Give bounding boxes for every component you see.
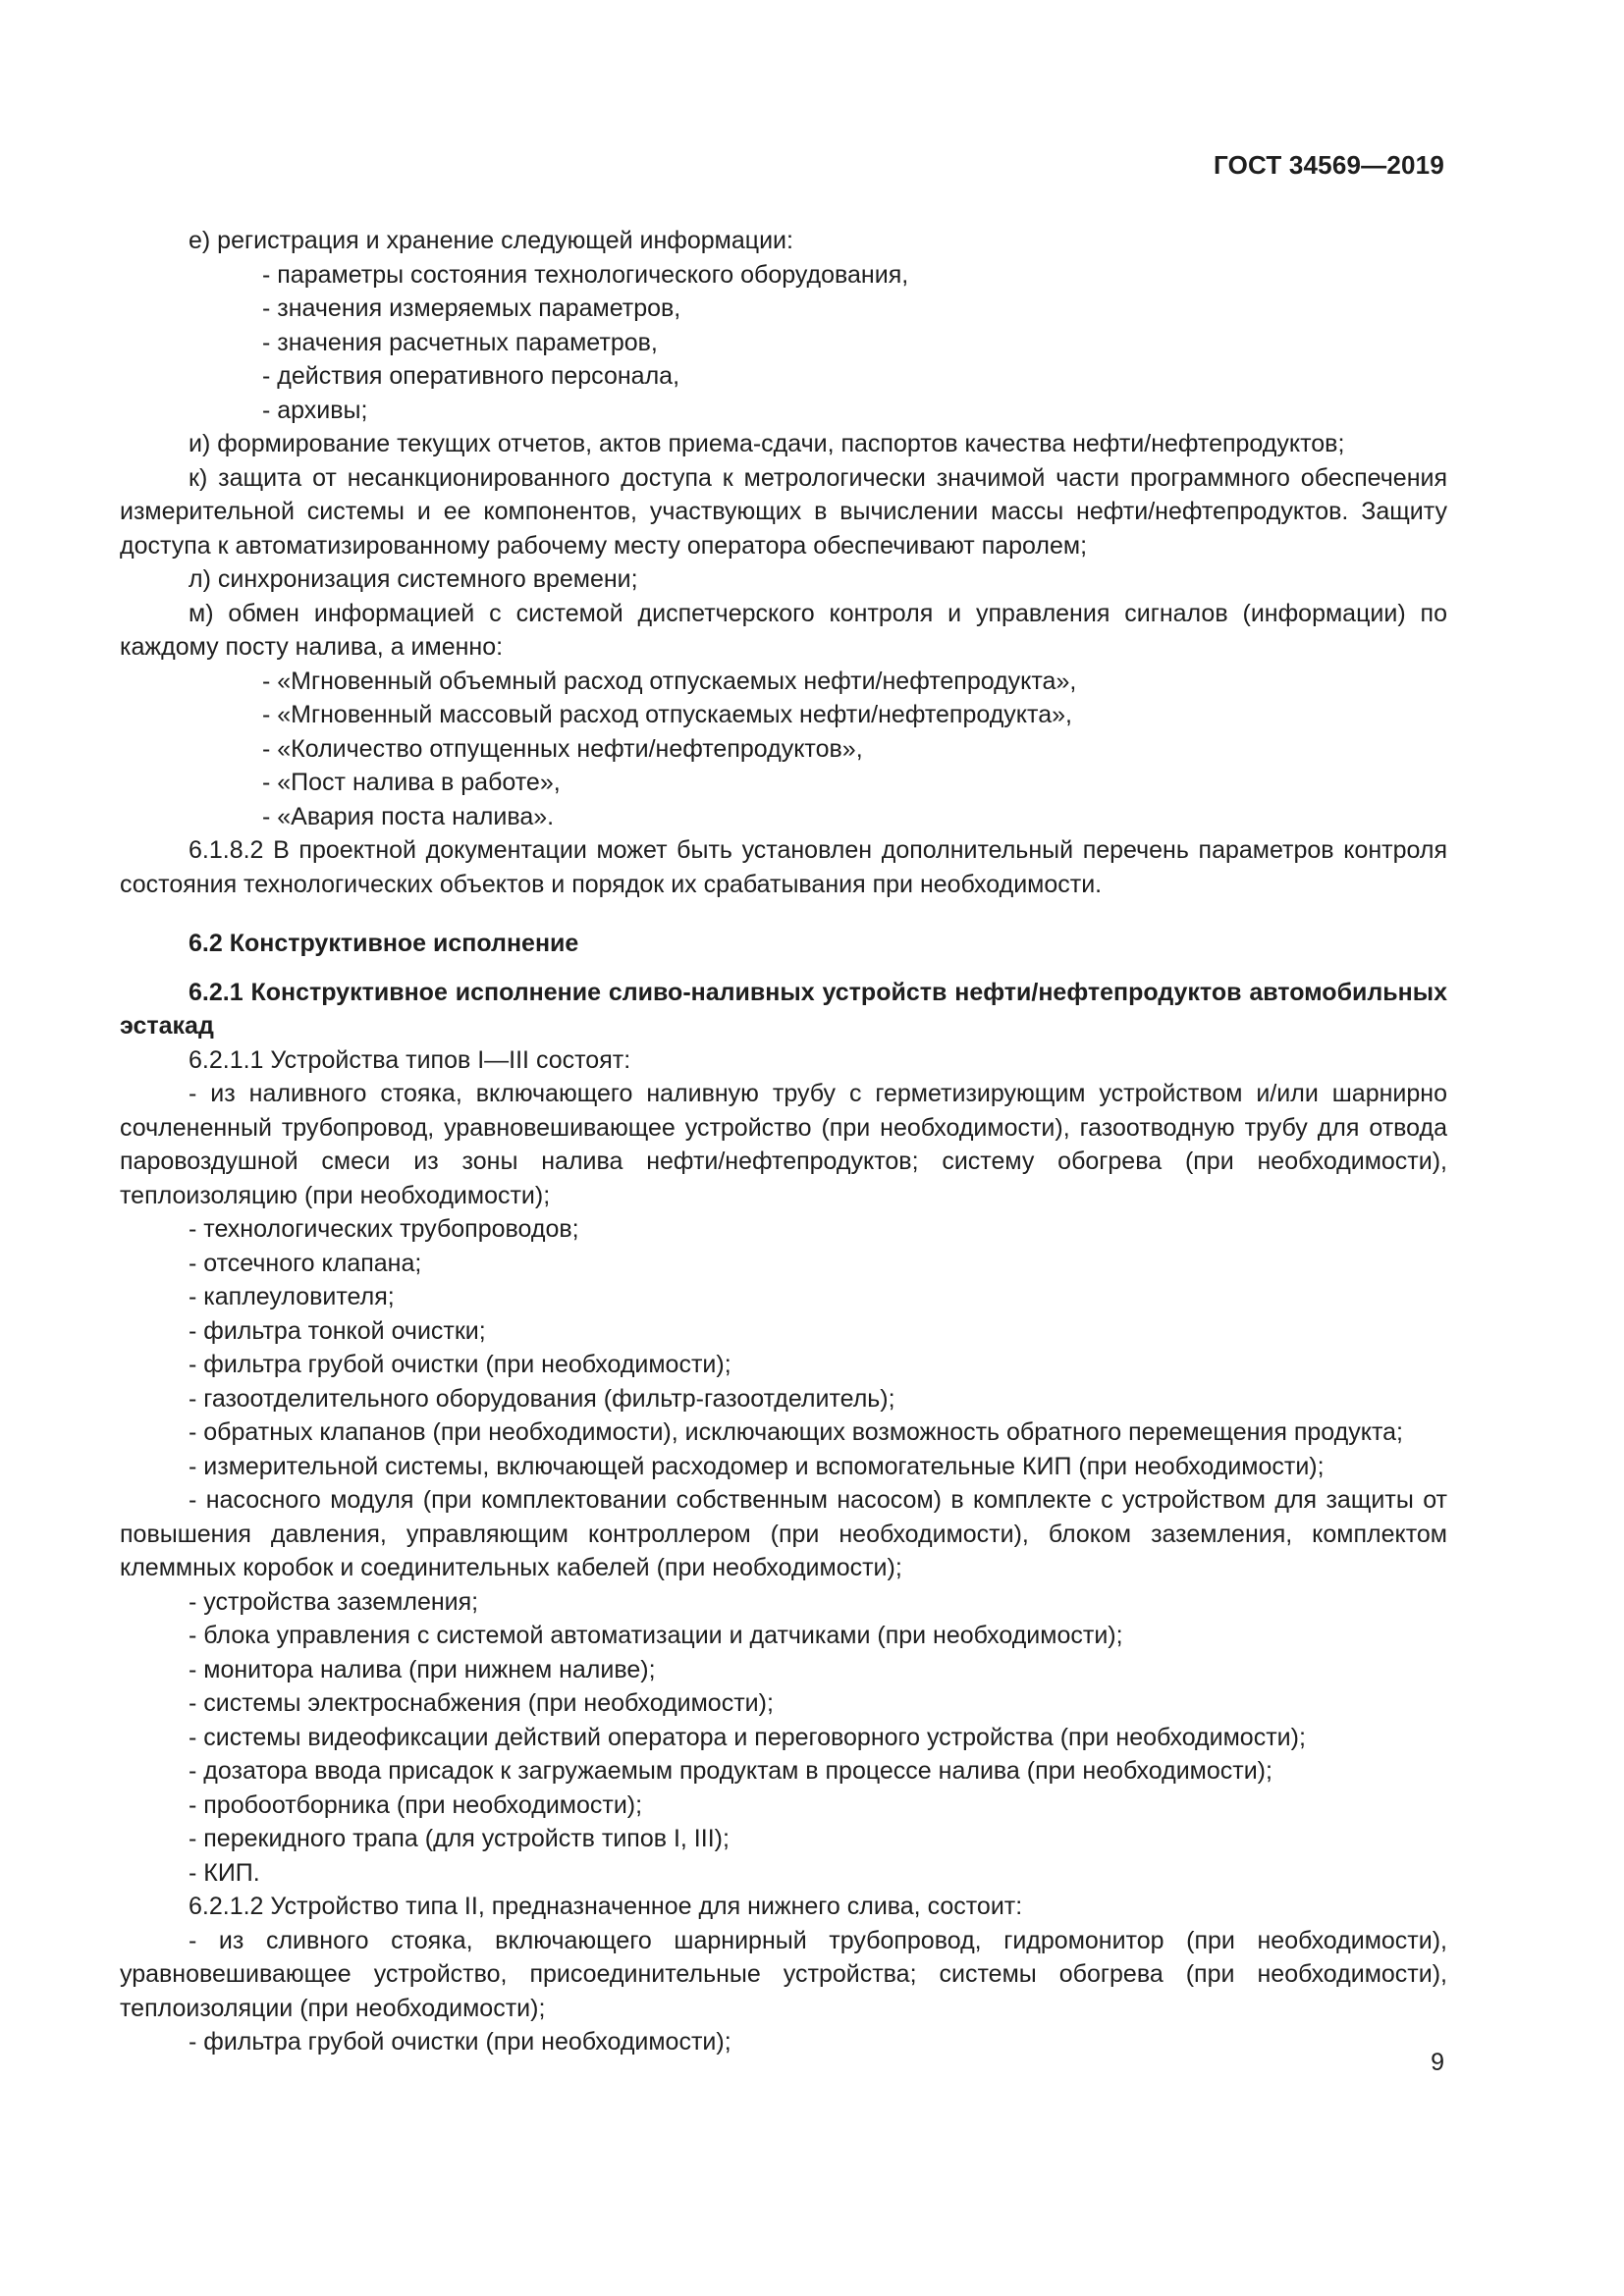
list-subitem: - значения расчетных параметров, [262,328,658,356]
list-item: - насосного модуля (при комплектовании собственным насосом) в комплекте с устройством для защиты от повышения давления, управляющим контроллером (при необходимости), блоком заземления, комплектом клеммных коробок и соединительных кабелей (при необходимости); [120,1486,1447,1581]
section-heading-6-2-1: 6.2.1 Конструктивное исполнение сливо-наливных устройств нефти/нефтепродуктов автомобильных эстакад [120,978,1447,1040]
list-item-m: м) обмен информацией с системой диспетчерского контроля и управления сигналов (информации) по каждому посту налива, а именно: [120,599,1447,661]
list-subitem: - значения измеряемых параметров, [262,294,681,322]
clause-6-2-1-2: 6.2.1.2 Устройство типа II, предназначенное для нижнего слива, состоит: [189,1893,1023,1920]
list-item-i: и) формирование текущих отчетов, актов приема-сдачи, паспортов качества нефти/нефтепродуктов; [189,430,1345,457]
list-item-e: е) регистрация и хранение следующей информации: [189,227,793,254]
list-subitem: - «Количество отпущенных нефти/нефтепродуктов», [262,734,863,763]
list-item: - фильтра грубой очистки (при необходимости); [189,2028,731,2056]
list-subitem: - «Мгновенный массовый расход отпускаемых нефти/нефтепродукта», [262,701,1072,728]
document-body [120,224,1447,2059]
list-item: - фильтра грубой очистки (при необходимости); [189,1351,731,1378]
list-subitem: - «Мгновенный объемный расход отпускаемых нефти/нефтепродукта», [262,667,1077,695]
list-subitem: - архивы; [262,396,368,424]
list-item-k: к) защита от несанкционированного доступа к метрологически значимой части программного обеспечения измерительной системы и ее компонентов, участвующих в вычислении массы нефти/нефтепродуктов. Защиту доступа к автоматизированному рабочему месту оператора обеспечивают паролем; [120,463,1447,560]
clause-6-2-1-1: 6.2.1.1 Устройства типов I—III состоят: [189,1045,631,1074]
list-item: - из наливного стояка, включающего наливную трубу с герметизирующим устройством и/или шарнирно сочлененный трубопровод, уравновешивающее устройство (при необходимости), газоотводную трубу для отвода паровоздушной смеси из зоны налива нефти/нефтепродуктов; систему обогрева (при необходимости), теплоизоляцию (при необходимости); [120,1080,1447,1209]
clause-6-1-8-2: 6.1.8.2 В проектной документации может быть установлен дополнительный перечень параметров контроля состояния технологических объектов и порядок их срабатывания при необходимости. [120,836,1447,898]
list-subitem: - «Пост налива в работе», [262,769,561,796]
page-number: 9 [1431,2049,1444,2076]
list-item: - КИП. [189,1858,260,1887]
list-item: - системы электроснабжения (при необходимости); [189,1689,774,1717]
list-item: - отсечного клапана; [189,1249,422,1277]
list-item: - дозатора ввода присадок к загружаемым продуктам в процессе налива (при необходимости); [189,1757,1272,1785]
list-item: - блока управления с системой автоматизации и датчиками (при необходимости); [189,1622,1123,1649]
list-item: - измерительной системы, включающей расходомер и вспомогательные КИП (при необходимости); [189,1452,1325,1480]
list-item: - монитора налива (при нижнем наливе); [189,1655,656,1683]
document-header: ГОСТ 34569—2019 [1214,150,1444,180]
list-item: - системы видеофиксации действий оператора и переговорного устройства (при необходимости); [189,1723,1306,1751]
list-item-l: л) синхронизация системного времени; [189,565,638,593]
list-item: - перекидного трапа (для устройств типов I, III); [189,1825,730,1852]
list-item: - пробоотборника (при необходимости); [189,1790,643,1819]
list-item: - газоотделительного оборудования (фильтр-газоотделитель); [189,1384,895,1413]
list-item: - из сливного стояка, включающего шарнирный трубопровод, гидромонитор (при необходимости), уравновешивающее устройство, присоединительные устройства; системы обогрева (при необходимости), теплоизоляции (при необходимости); [120,1926,1447,2022]
section-heading-6-2: 6.2 Конструктивное исполнение [189,930,579,957]
list-item: - устройства заземления; [189,1587,479,1616]
list-subitem: - параметры состояния технологического оборудования, [262,260,909,289]
list-item: - каплеуловителя; [189,1283,395,1310]
list-subitem: - действия оперативного персонала, [262,362,680,390]
list-item: - фильтра тонкой очистки; [189,1316,486,1345]
list-item: - обратных клапанов (при необходимости), исключающих возможность обратного перемещения продукта; [189,1418,1403,1446]
list-item: - технологических трубопроводов; [189,1215,579,1243]
list-subitem: - «Авария поста налива». [262,802,555,830]
